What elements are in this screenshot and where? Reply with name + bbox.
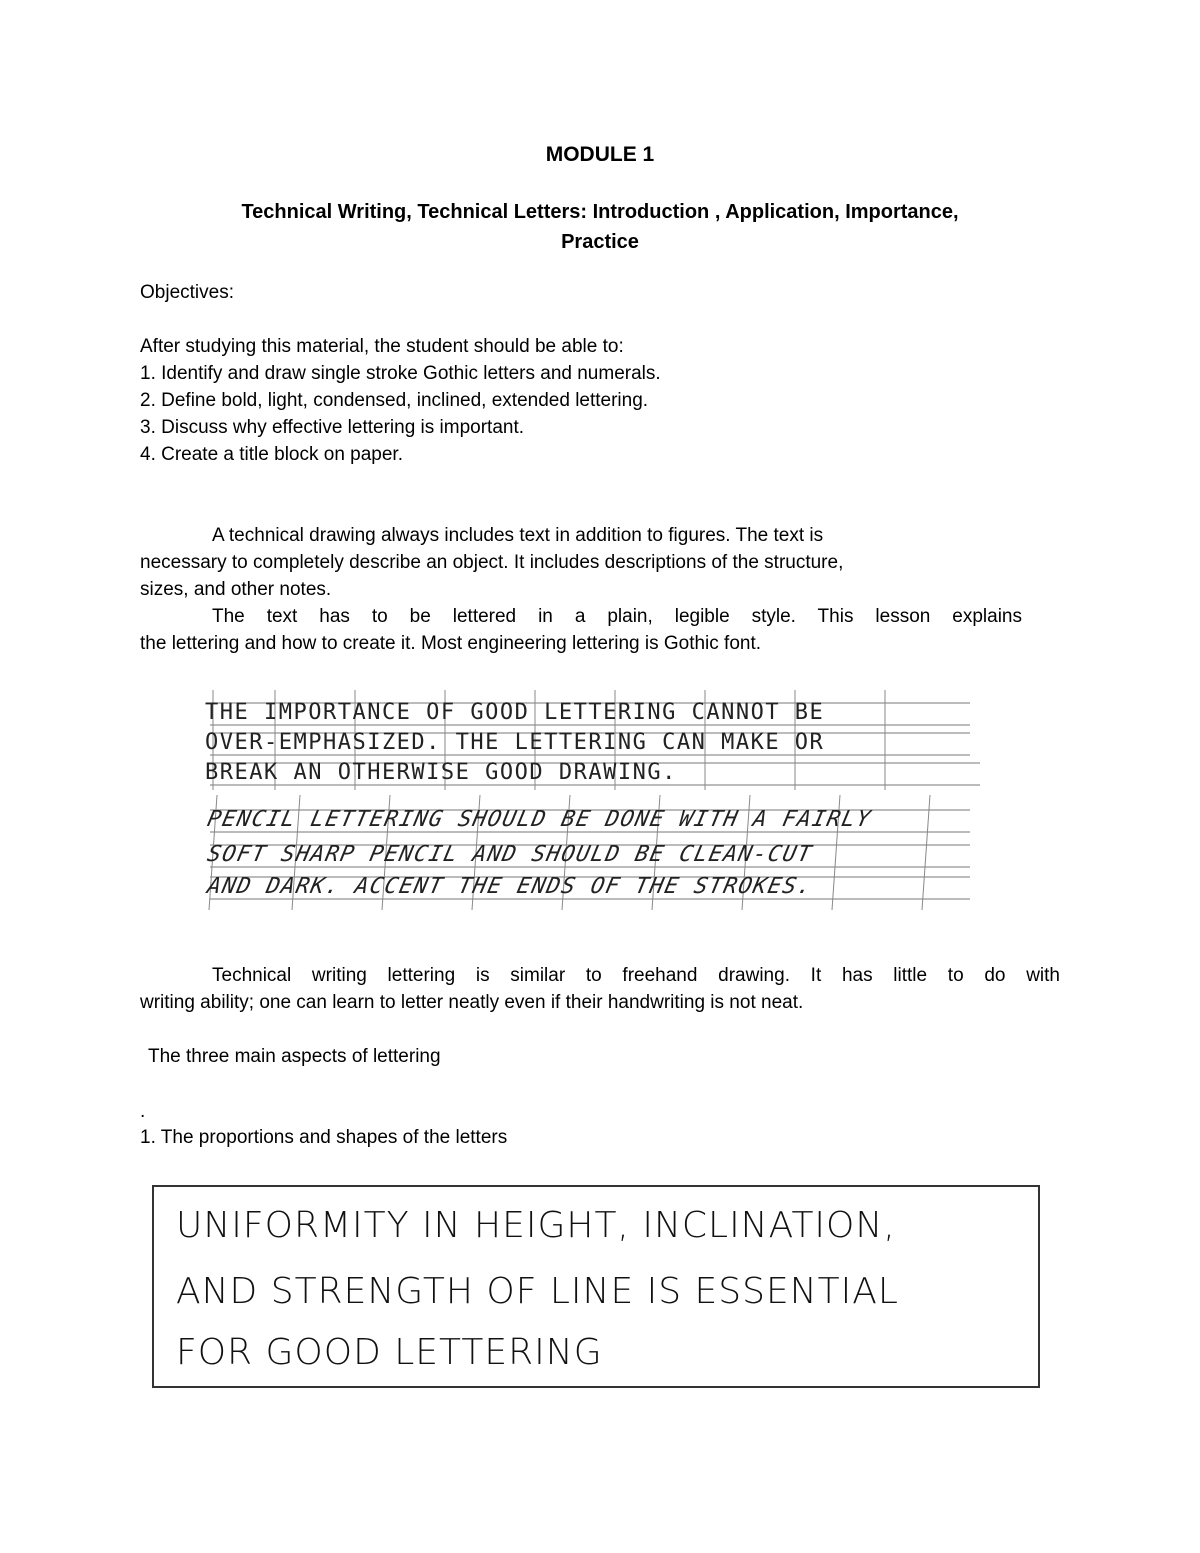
aspect-item: 1. The proportions and shapes of the letters — [140, 1127, 508, 1148]
paragraph-line: Technical writing lettering is similar to freehand drawing. It has little to do with — [212, 965, 1060, 986]
objective-item: 1. Identify and draw single stroke Gothic letters and numerals. — [140, 363, 661, 384]
inclined-lettering-line: AND DARK. ACCENT THE ENDS OF THE STROKES. — [205, 874, 815, 899]
paragraph-line: sizes, and other notes. — [140, 579, 332, 600]
module-subtitle — [0, 197, 1200, 257]
paragraph-line: the lettering and how to create it. Most engineering lettering is Gothic font. — [140, 633, 762, 654]
uniformity-line: AND STRENGTH OF LINE IS ESSENTIAL — [176, 1271, 899, 1312]
freehand-paragraph — [140, 962, 1060, 1016]
objectives-intro: After studying this material, the student should be able to: — [140, 336, 624, 357]
objective-item: 3. Discuss why effective lettering is important. — [140, 417, 525, 438]
subtitle-line-1: Technical Writing, Technical Letters: Introduction , Application, Importance, — [241, 201, 959, 223]
paragraph-line: A technical drawing always includes text in addition to figures. The text is — [212, 525, 824, 546]
paragraph-line: The text has to be lettered in a plain, legible style. This lesson explains — [212, 606, 1022, 627]
paragraph-line: writing ability; one can learn to letter neatly even if their handwriting is not neat. — [140, 992, 804, 1013]
aspects-dot: . — [140, 1101, 146, 1122]
subtitle-line-2: Practice — [561, 231, 639, 253]
module-title: MODULE 1 — [545, 143, 655, 166]
objectives-list — [140, 333, 1060, 468]
vertical-lettering-line: THE IMPORTANCE OF GOOD LETTERING CANNOT BE — [205, 700, 825, 725]
vertical-lettering-line: OVER-EMPHASIZED. THE LETTERING CAN MAKE OR — [205, 730, 825, 755]
paragraph-line: necessary to completely describe an object. It includes descriptions of the structure, — [140, 552, 844, 573]
objective-item: 4. Create a title block on paper. — [140, 444, 403, 465]
inclined-lettering-line: PENCIL LETTERING SHOULD BE DONE WITH A FAIRLY — [205, 807, 874, 832]
uniformity-figure — [152, 1185, 1040, 1388]
inclined-lettering-line: SOFT SHARP PENCIL AND SHOULD BE CLEAN-CUT — [205, 842, 815, 867]
objective-item: 2. Define bold, light, condensed, inclined, extended lettering. — [140, 390, 649, 411]
vertical-lettering-line: BREAK AN OTHERWISE GOOD DRAWING. — [205, 760, 677, 785]
uniformity-line: UNIFORMITY IN HEIGHT, INCLINATION, — [176, 1205, 896, 1246]
uniformity-line: FOR GOOD LETTERING — [176, 1332, 603, 1373]
aspects-heading: The three main aspects of lettering — [148, 1046, 441, 1067]
intro-paragraph — [140, 522, 1060, 657]
objectives-heading: Objectives: — [140, 282, 234, 303]
lettering-sample-figure — [205, 685, 980, 915]
